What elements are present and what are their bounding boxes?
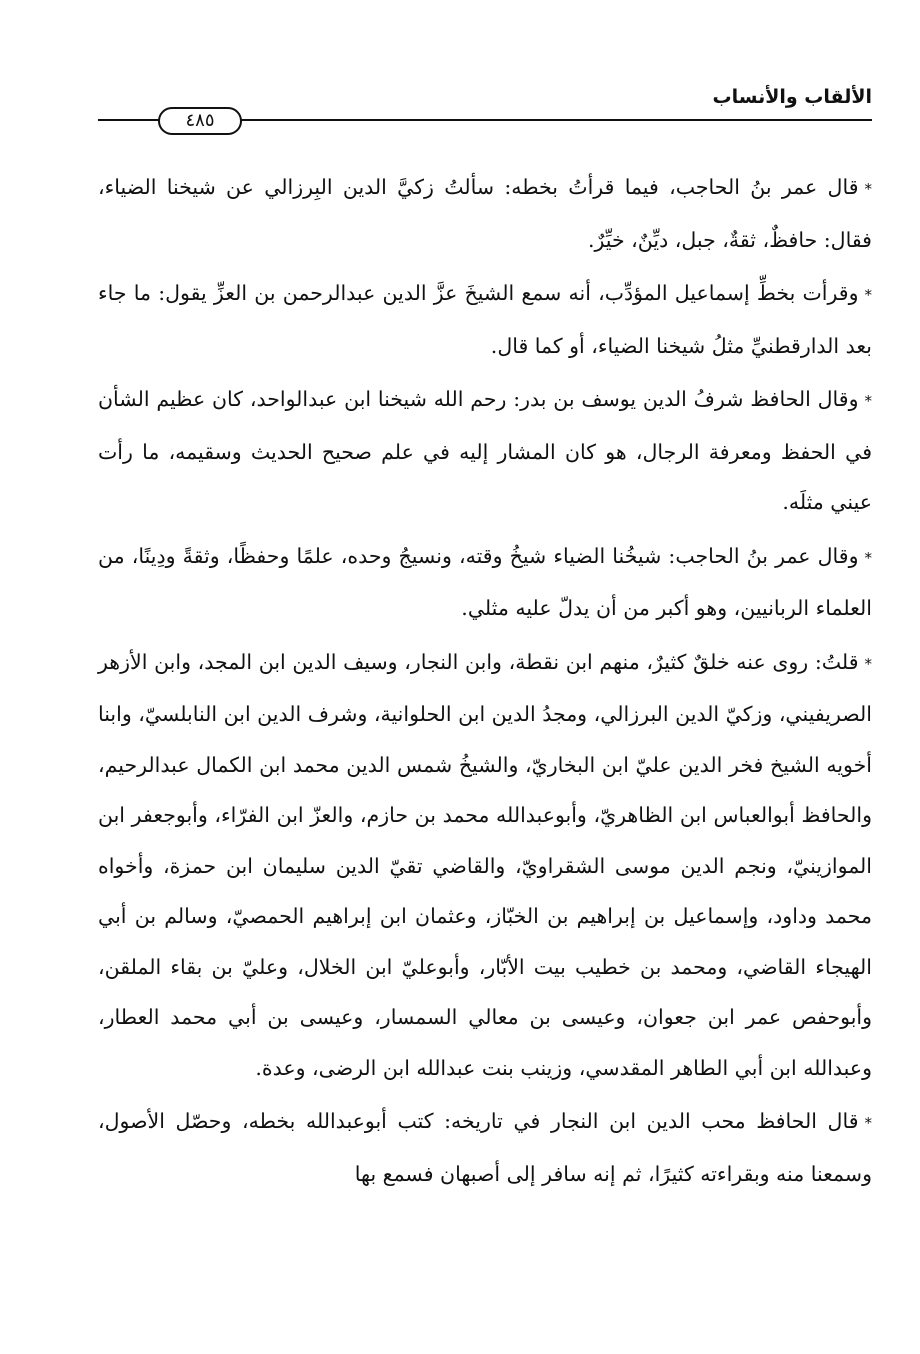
paragraph-text: وقال الحافظ شرفُ الدين يوسف بن بدر: رحم الله شيخنا ابن عبدالواحد، كان عظيم الشأن في الحفظ ومعرفة الرجال، هو كان المشار إليه في علم صحيح الحديث وسقيمه، ما رأت عيني مثلَه. xyxy=(98,387,872,514)
paragraph xyxy=(98,162,872,265)
page-number: ٤٨٥ xyxy=(158,107,242,135)
paragraph xyxy=(98,268,872,371)
paragraph-text: قال عمر بنُ الحاجب، فيما قرأتُ بخطه: سألتُ زكيَّ الدين البِرزالي عن شيخنا الضياء، فقال: حافظٌ، ثقةٌ، جبل، ديِّنٌ، خيِّرٌ. xyxy=(98,175,872,252)
paragraph-star-icon: * xyxy=(864,654,872,673)
paragraph-text: قال الحافظ محب الدين ابن النجار في تاريخه: كتب أبوعبدالله بخطه، وحصّل الأصول، وسمعنا منه وبقراءته كثيرًا، ثم إنه سافر إلى أصبهان فسمع بها xyxy=(98,1109,872,1186)
page-header xyxy=(98,82,872,131)
paragraph xyxy=(98,637,872,1094)
paragraph-text: وقرأت بخطِّ إسماعيل المؤدِّب، أنه سمع الشيخَ عزَّ الدين عبدالرحمن بن العزِّ يقول: ما جاء بعد الدارقطنيِّ مثلُ شيخنا الضياء، أو كما قال. xyxy=(98,281,872,358)
paragraph-star-icon: * xyxy=(864,1114,872,1132)
page-body xyxy=(98,162,872,1199)
running-title: الألقاب والأنساب xyxy=(712,86,872,108)
paragraph-star-icon: * xyxy=(864,548,872,567)
paragraph xyxy=(98,1096,872,1199)
paragraph-star-icon: * xyxy=(864,392,872,410)
paragraph-star-icon: * xyxy=(864,286,872,304)
paragraph xyxy=(98,374,872,528)
paragraph xyxy=(98,531,872,634)
paragraph-text: وقال عمر بنُ الحاجب: شيخُنا الضياء شيخُ وقته، ونسيجُ وحده، علمًا وحفظًا، وثقةً ودِينًا، من العلماء الربانيين، وهو أكبر من أن يدلّ عليه مثلي. xyxy=(98,543,872,620)
paragraph-text: قلتُ: روى عنه خلقٌ كثيرٌ، منهم ابن نقطة، وابن النجار، وسيف الدين ابن المجد، وابن الأزهر الصريفيني، وزكيّ الدين البرزالي، ومجدُ الدين ابن الحلوانية، وشرف الدين ابن النابلسيّ، وابنا أخويه الشيخ فخر الدين عليّ ابن البخاريّ، والشيخُ شمس الدين محمد ابن الكمال عبدالرحيم، والحافظ أبوالعباس ابن الظاهريّ، وأبوعبدالله محمد بن حازم، والعزّ ابن الفرّاء، وأبوجعفر ابن الموازينيّ، ونجم الدين موسى الشقراويّ، والقاضي تقيّ الدين سليمان ابن حمزة، وأخواه محمد وداود، وإسماعيل بن إبراهيم بن الخبّاز، وعثمان ابن إبراهيم الحمصيّ، وسالم بن أبي الهيجاء القاضي، ومحمد بن خطيب بيت الأبّار، وأبوعليّ ابن الخلال، وعليّ بن بقاء الملقن، وأبوحفص عمر ابن جعوان، وعيسى بن معالي السمسار، وعيسى بن أبي محمد العطار، وعبدالله ابن أبي الطاهر المقدسي، وزينب بنت عبدالله ابن الرضى، وعدة. xyxy=(98,649,872,1080)
paragraph-star-icon: * xyxy=(864,180,872,198)
